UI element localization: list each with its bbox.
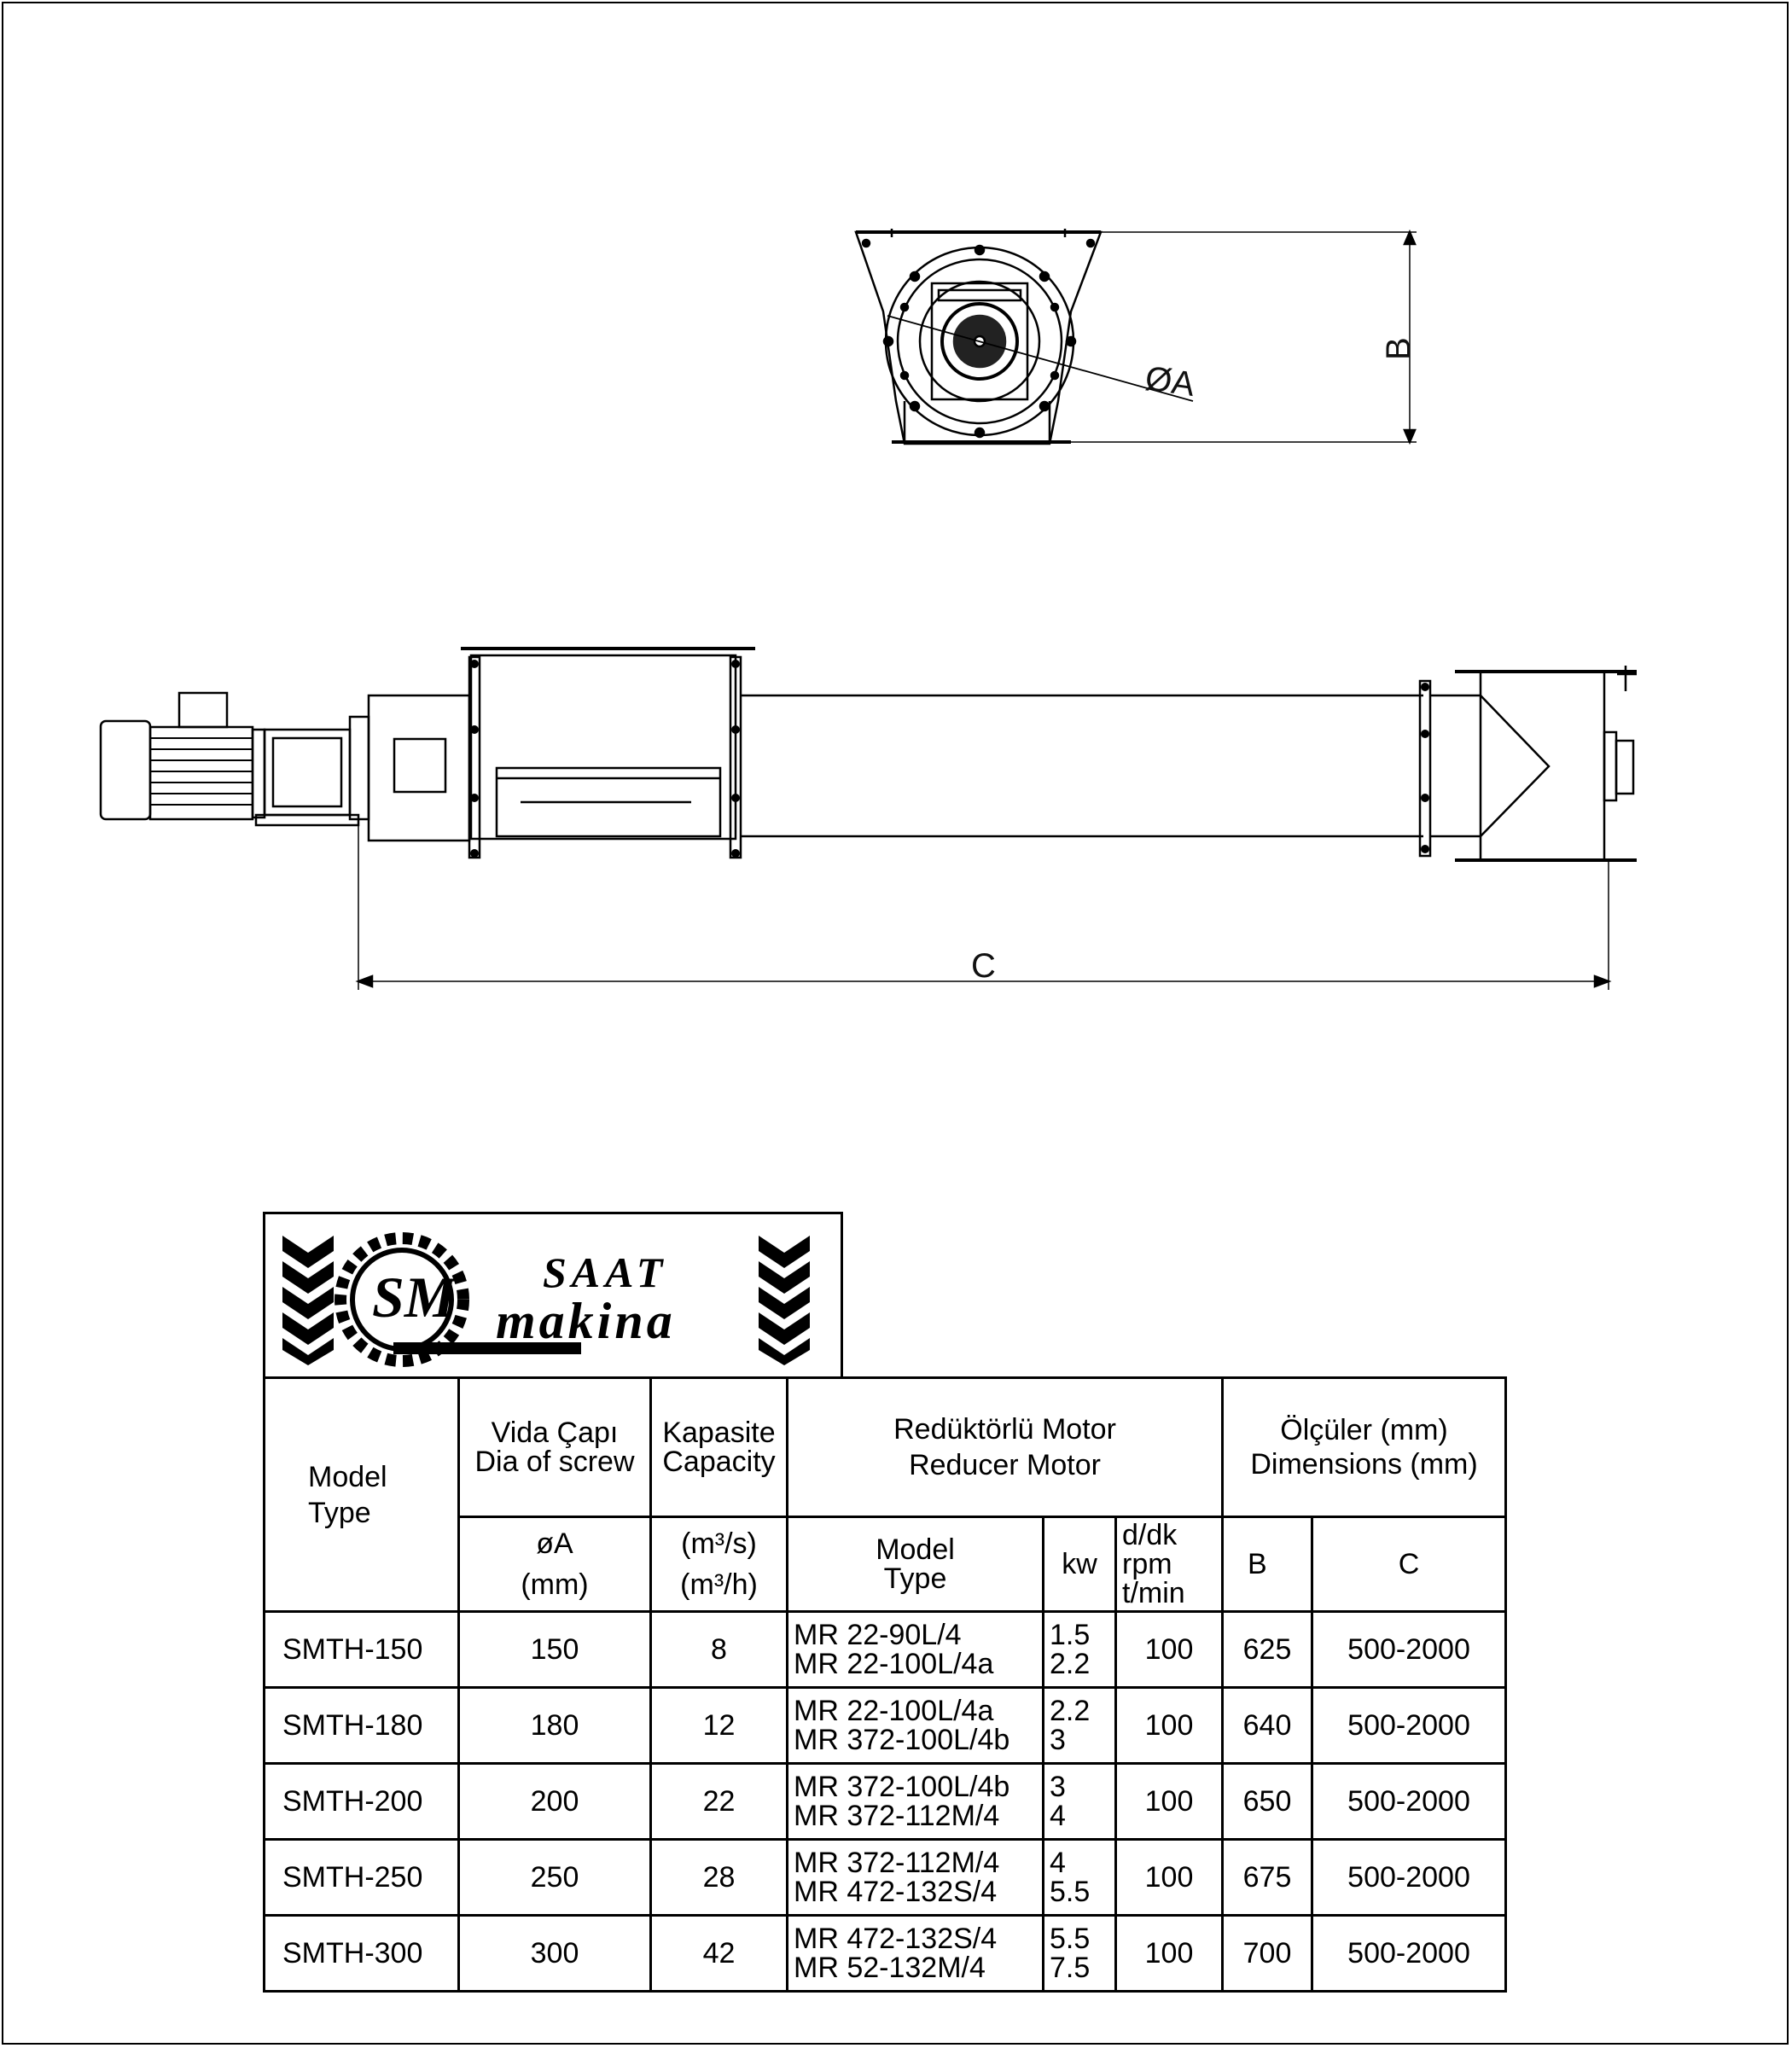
table-row bbox=[265, 1764, 1506, 1840]
cell-model: SMTH-250 bbox=[265, 1840, 459, 1916]
cell-motor: MR 472-132S/4 MR 52-132M/4 bbox=[788, 1916, 1044, 1992]
cell-capacity: 42 bbox=[651, 1916, 788, 1992]
header-motor-rpm: d/dk rpm t/min bbox=[1116, 1517, 1223, 1612]
cell-c: 500-2000 bbox=[1312, 1916, 1506, 1992]
cell-b: 700 bbox=[1223, 1916, 1312, 1992]
cell-c: 500-2000 bbox=[1312, 1764, 1506, 1840]
cell-kw: 4 5.5 bbox=[1044, 1840, 1116, 1916]
cell-rpm: 100 bbox=[1116, 1688, 1223, 1764]
cell-motor: MR 22-90L/4 MR 22-100L/4a bbox=[788, 1612, 1044, 1688]
side-bolts bbox=[470, 660, 1429, 858]
header-motor: Redüktörlü Motor Reducer Motor bbox=[788, 1378, 1223, 1517]
header-model: Model Type bbox=[265, 1378, 459, 1612]
cell-kw: 5.5 7.5 bbox=[1044, 1916, 1116, 1992]
cell-capacity: 12 bbox=[651, 1688, 788, 1764]
header-capacity: Kapasite Capacity bbox=[651, 1378, 788, 1517]
dim-a-label: ØA bbox=[1143, 359, 1197, 404]
cell-capacity: 8 bbox=[651, 1612, 788, 1688]
cell-b: 640 bbox=[1223, 1688, 1312, 1764]
cell-c: 500-2000 bbox=[1312, 1840, 1506, 1916]
chevron-right-icon bbox=[759, 1236, 810, 1365]
cell-motor: MR 372-100L/4b MR 372-112M/4 bbox=[788, 1764, 1044, 1840]
header-dim-b: B bbox=[1223, 1517, 1312, 1612]
logo-line1: SAAT bbox=[543, 1248, 668, 1296]
header-dia: Vida Çapı Dia of screw bbox=[459, 1378, 651, 1517]
cell-motor: MR 22-100L/4a MR 372-100L/4b bbox=[788, 1688, 1044, 1764]
cell-kw: 3 4 bbox=[1044, 1764, 1116, 1840]
cell-b: 675 bbox=[1223, 1840, 1312, 1916]
header-dimensions: Ölçüler (mm) Dimensions (mm) bbox=[1223, 1378, 1506, 1517]
header-motor-kw: kw bbox=[1044, 1517, 1116, 1612]
cell-motor: MR 372-112M/4 MR 472-132S/4 bbox=[788, 1840, 1044, 1916]
cell-c: 500-2000 bbox=[1312, 1688, 1506, 1764]
cell-rpm: 100 bbox=[1116, 1612, 1223, 1688]
table-row bbox=[265, 1840, 1506, 1916]
cell-model: SMTH-180 bbox=[265, 1688, 459, 1764]
table-row bbox=[265, 1688, 1506, 1764]
cell-model: SMTH-150 bbox=[265, 1612, 459, 1688]
cell-b: 650 bbox=[1223, 1764, 1312, 1840]
cell-rpm: 100 bbox=[1116, 1916, 1223, 1992]
cell-dia: 150 bbox=[459, 1612, 651, 1688]
header-dia-unit: øA (mm) bbox=[459, 1517, 651, 1612]
dim-c-label: C bbox=[971, 947, 996, 985]
cell-c: 500-2000 bbox=[1312, 1612, 1506, 1688]
table-row bbox=[265, 1612, 1506, 1688]
cell-dia: 300 bbox=[459, 1916, 651, 1992]
cell-dia: 180 bbox=[459, 1688, 651, 1764]
cell-dia: 200 bbox=[459, 1764, 651, 1840]
company-logo bbox=[265, 1214, 846, 1381]
cell-rpm: 100 bbox=[1116, 1764, 1223, 1840]
cell-b: 625 bbox=[1223, 1612, 1312, 1688]
logo-box bbox=[263, 1212, 843, 1378]
cell-kw: 2.2 3 bbox=[1044, 1688, 1116, 1764]
header-dim-c: C bbox=[1312, 1517, 1506, 1612]
table-row bbox=[265, 1916, 1506, 1992]
cell-rpm: 100 bbox=[1116, 1840, 1223, 1916]
chevron-left-icon bbox=[282, 1236, 334, 1365]
cell-model: SMTH-300 bbox=[265, 1916, 459, 1992]
logo-line2: makina bbox=[496, 1293, 676, 1349]
cell-model: SMTH-200 bbox=[265, 1764, 459, 1840]
spec-table bbox=[263, 1376, 1507, 1993]
cell-capacity: 22 bbox=[651, 1764, 788, 1840]
cell-capacity: 28 bbox=[651, 1840, 788, 1916]
header-capacity-unit: (m³/s) (m³/h) bbox=[651, 1517, 788, 1612]
header-motor-model: Model Type bbox=[788, 1517, 1044, 1612]
side-view bbox=[101, 649, 1637, 990]
end-view bbox=[856, 229, 1417, 444]
logo-monogram: SM bbox=[372, 1265, 457, 1329]
dim-b-label: B bbox=[1380, 337, 1417, 360]
cell-kw: 1.5 2.2 bbox=[1044, 1612, 1116, 1688]
cell-dia: 250 bbox=[459, 1840, 651, 1916]
